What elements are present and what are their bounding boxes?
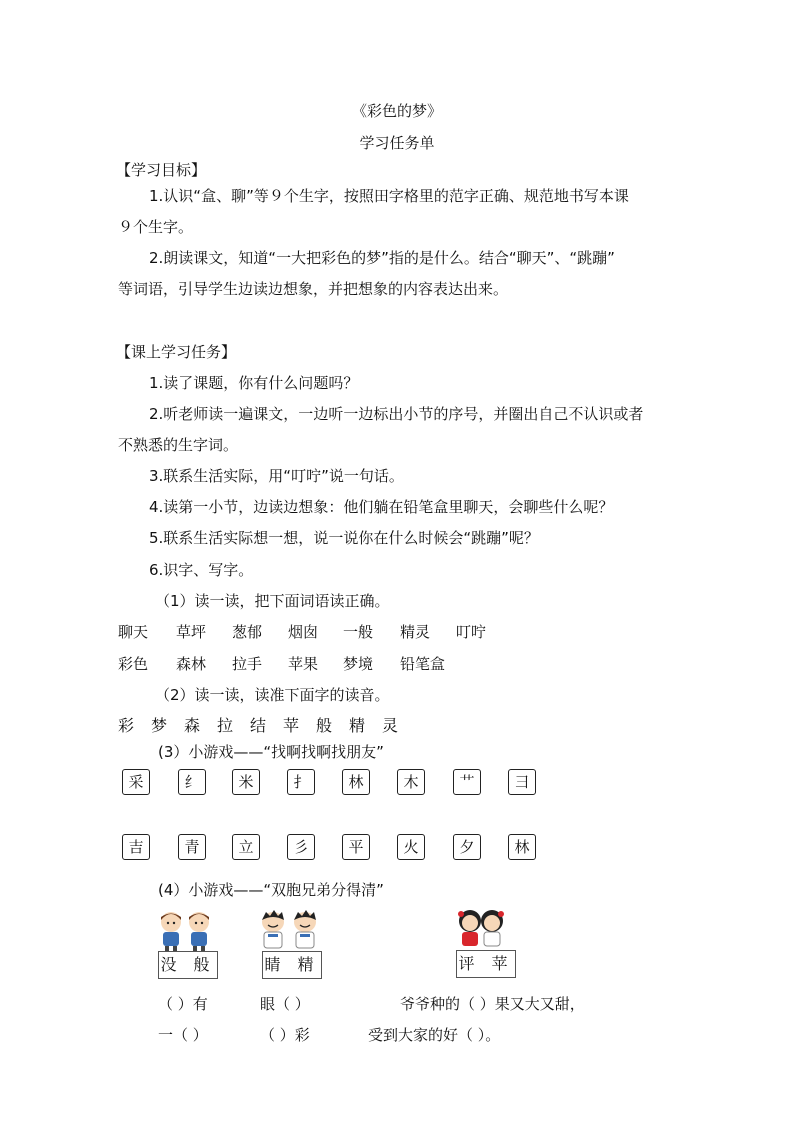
char-box[interactable]: 夕	[453, 834, 481, 860]
char: 苹	[283, 716, 300, 735]
tasks-heading: 【课上学习任务】	[116, 343, 237, 361]
fill-blank[interactable]: 眼（ ）	[260, 995, 310, 1013]
part-1-label: （1）读一读，把下面词语读正确。	[155, 592, 390, 610]
char: 结	[250, 716, 267, 735]
goal-1-line-2: ９个生字。	[118, 218, 194, 236]
word: 草坪	[176, 623, 207, 641]
goal-2-line-1: 2.朗读课文，知道“一大把彩色的梦”指的是什么。结合“聊天”、“跳蹦”	[149, 249, 615, 267]
char-box[interactable]: 艹	[453, 769, 481, 795]
word: 一般	[343, 623, 374, 641]
char: 梦	[151, 716, 168, 735]
pair-card: 睛 精	[262, 951, 322, 979]
char-box[interactable]: 彐	[508, 769, 536, 795]
fill-blank[interactable]: 爷爷种的（ ）果又大又甜，	[400, 995, 585, 1013]
char-box[interactable]: 平	[342, 834, 370, 860]
char-box[interactable]: 木	[397, 769, 425, 795]
fill-blank[interactable]: 一（ ）	[158, 1026, 208, 1044]
page-title: 《彩色的梦》	[351, 102, 442, 120]
fill-blank[interactable]: 受到大家的好（ ）。	[368, 1026, 501, 1044]
task-3: 3.联系生活实际，用“叮咛”说一句话。	[149, 467, 404, 485]
char-box[interactable]: 纟	[178, 769, 206, 795]
char-box[interactable]: 吉	[122, 834, 150, 860]
word: 葱郁	[232, 623, 263, 641]
part-3-label: (3）小游戏——“找啊找啊找朋友”	[158, 743, 384, 761]
word: 精灵	[400, 623, 431, 641]
word: 梦境	[343, 655, 374, 673]
fill-blank[interactable]: （ ）有	[158, 995, 208, 1013]
char-box[interactable]: 林	[508, 834, 536, 860]
pair-card: 没 般	[158, 951, 218, 979]
char-box[interactable]: 彡	[287, 834, 315, 860]
word: 森林	[176, 655, 207, 673]
char: 森	[184, 716, 201, 735]
twin-boys-illustration	[156, 910, 216, 952]
word: 拉手	[232, 655, 263, 673]
char-box[interactable]: 采	[122, 769, 150, 795]
pair-card: 评 苹	[456, 950, 516, 978]
char-box[interactable]: 火	[397, 834, 425, 860]
task-5: 5.联系生活实际想一想，说一说你在什么时候会“跳蹦”呢？	[149, 529, 539, 547]
part-2-label: （2）读一读，读准下面字的读音。	[155, 686, 390, 704]
twin-boys-illustration	[258, 910, 322, 952]
char-box[interactable]: 立	[232, 834, 260, 860]
char-box[interactable]: 米	[232, 769, 260, 795]
char-box[interactable]: 扌	[287, 769, 315, 795]
char: 彩	[118, 716, 135, 735]
page-subtitle: 学习任务单	[359, 134, 435, 152]
task-4: 4.读第一小节，边读边想象：他们躺在铅笔盒里聊天，会聊些什么呢？	[149, 498, 614, 516]
word: 彩色	[118, 655, 149, 673]
part-4-label: (4）小游戏——“双胞兄弟分得清”	[158, 881, 384, 899]
task-1: 1.读了课题，你有什么问题吗？	[149, 374, 359, 392]
char-box[interactable]: 青	[178, 834, 206, 860]
task-2-line-2: 不熟悉的生字词。	[118, 436, 239, 454]
task-6: 6.识字、写字。	[149, 561, 254, 579]
word: 烟囱	[288, 623, 319, 641]
word: 聊天	[118, 623, 149, 641]
task-2-line-1: 2.听老师读一遍课文，一边听一边标出小节的序号，并圈出自己不认识或者	[149, 405, 644, 423]
char-box[interactable]: 林	[342, 769, 370, 795]
goal-1-line-1: 1.认识“盒、聊”等９个生字，按照田字格里的范字正确、规范地书写本课	[149, 187, 629, 205]
word: 铅笔盒	[400, 655, 446, 673]
goal-2-line-2: 等词语，引导学生边读边想象，并把想象的内容表达出来。	[118, 280, 509, 298]
char: 拉	[217, 716, 234, 735]
word: 苹果	[288, 655, 319, 673]
word: 叮咛	[456, 623, 487, 641]
fill-blank[interactable]: （ ）彩	[260, 1026, 310, 1044]
twin-girls-illustration	[455, 908, 507, 948]
char: 般	[316, 716, 333, 735]
char: 精	[349, 716, 366, 735]
char: 灵	[382, 716, 399, 735]
goals-heading: 【学习目标】	[116, 161, 207, 179]
